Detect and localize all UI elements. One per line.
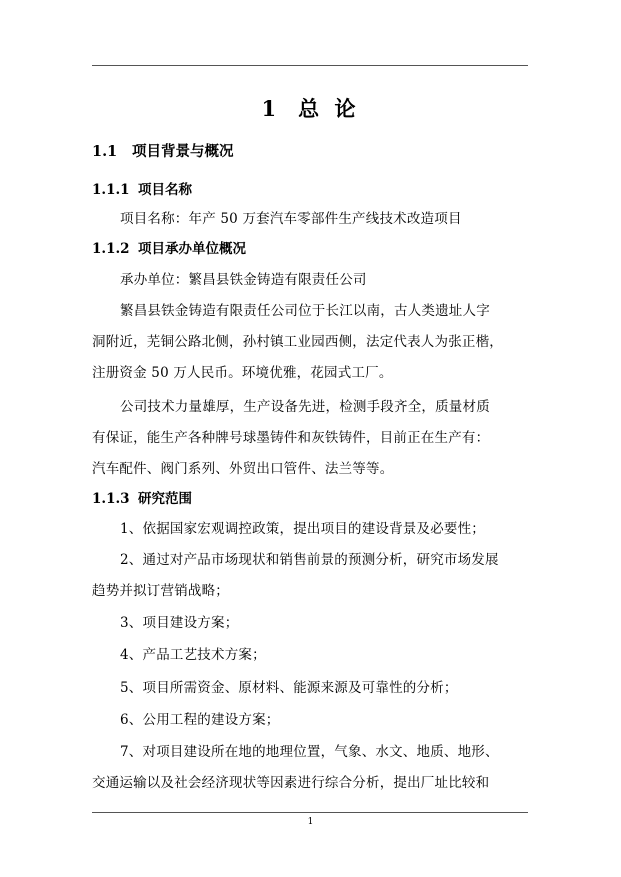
list-item: 4、产品工艺技术方案； — [120, 647, 266, 663]
list-item: 7、对项目建设所在地的地理位置，气象、水文、地质、地形、 — [120, 744, 499, 760]
paragraph-line: 注册资金 50 万人民币。环境优雅，花园式工厂。 — [92, 365, 393, 381]
section-title: 项目背景与概况 — [132, 143, 234, 160]
paragraph-line: 项目名称：年产 50 万套汽车零部件生产线技术改造项目 — [120, 211, 462, 227]
paragraph-line: 繁昌县铁金铸造有限责任公司位于长江以南，古人类遗址人字 — [120, 303, 490, 319]
paragraph-line: 洞附近，芜铜公路北侧，孙村镇工业园西侧，法定代表人为张正楷， — [92, 334, 503, 350]
chapter-title-text: 总 论 — [298, 96, 360, 121]
list-item: 2、通过对产品市场现状和销售前景的预测分析，研究市场发展 — [120, 552, 499, 568]
section-title: 研究范围 — [138, 491, 192, 507]
header-rule — [92, 65, 528, 66]
page-number: 1 — [307, 817, 314, 827]
section-heading-1-1-3 — [92, 487, 192, 507]
paragraph-line: 公司技术力量雄厚，生产设备先进，检测手段齐全，质量材质 — [120, 399, 490, 415]
paragraph-line: 承办单位：繁昌县铁金铸造有限责任公司 — [120, 272, 367, 288]
list-item-continuation: 趋势并拟订营销战略； — [92, 583, 229, 599]
section-number: 1.1.3 — [92, 491, 130, 507]
list-item-continuation: 交通运输以及社会经济现状等因素进行综合分析，提出厂址比较和 — [92, 775, 490, 791]
section-number: 1.1.1 — [92, 182, 130, 198]
section-number: 1.1 — [92, 143, 118, 160]
chapter-number: 1 — [261, 96, 281, 121]
chapter-title — [0, 93, 621, 123]
section-heading-1-1-1 — [92, 178, 192, 198]
footer-rule — [92, 812, 528, 813]
section-heading-1-1-2 — [92, 237, 246, 257]
section-title: 项目名称 — [138, 182, 192, 198]
paragraph-line: 汽车配件、阀门系列、外贸出口管件、法兰等等。 — [92, 461, 394, 477]
list-item: 6、公用工程的建设方案； — [120, 712, 280, 728]
list-item: 5、项目所需资金、原材料、能源来源及可靠性的分析； — [120, 680, 458, 696]
section-title: 项目承办单位概况 — [138, 241, 246, 257]
section-heading-1-1 — [92, 140, 234, 161]
list-item: 3、项目建设方案； — [120, 615, 239, 631]
list-item: 1、依据国家宏观调控政策，提出项目的建设背景及必要性； — [120, 521, 485, 537]
paragraph-line: 有保证，能生产各种牌号球墨铸件和灰铁铸件，目前正在生产有： — [92, 430, 490, 446]
section-number: 1.1.2 — [92, 241, 130, 257]
